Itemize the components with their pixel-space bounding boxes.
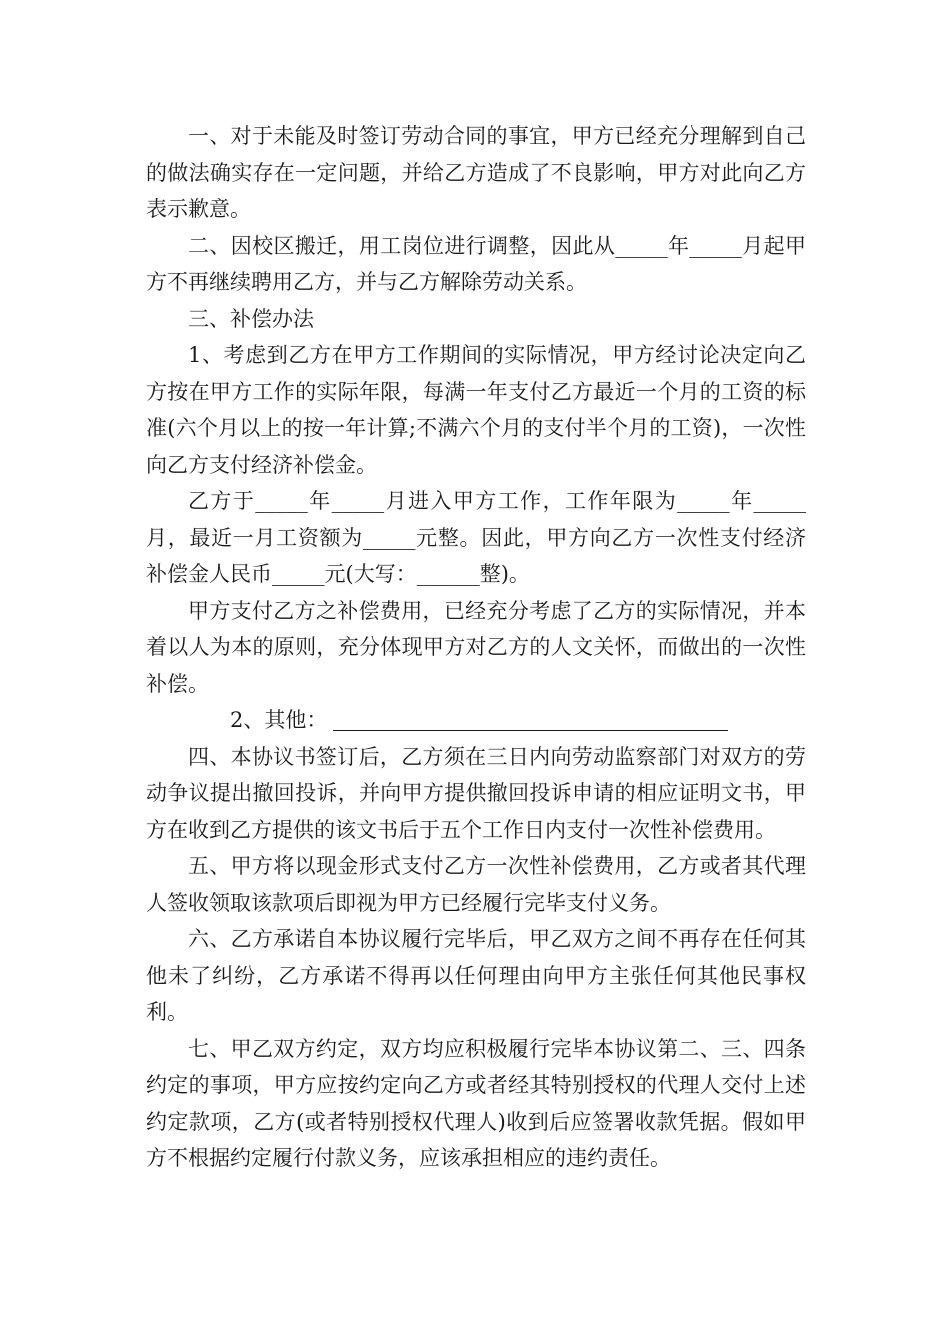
clause-compensation-amount: 乙方于_____年_____月进入甲方工作，工作年限为_____年_____月，最近一月工资额为_____元整。因此，甲方向乙方一次性支付经济补偿金人民币_____元(大写：______整)。 <box>146 489 806 586</box>
clause-payment-method: 五、甲方将以现金形式支付乙方一次性补偿费用，乙方或者其代理人签收领取该款项后即视为甲方已经履行完毕支付义务。 <box>146 854 806 915</box>
clause-no-further-claims: 六、乙方承诺自本协议履行完毕后，甲乙双方之间不再存在任何其他未了纠纷，乙方承诺不得再以任何理由向甲方主张任何其他民事权利。 <box>146 927 806 1024</box>
clause-apology: 一、对于未能及时签订劳动合同的事宜，甲方已经充分理解到自己的做法确实存在一定问题，并给乙方造成了不良影响，甲方对此向乙方表示歉意。 <box>146 124 806 221</box>
other-blank-line <box>333 708 728 731</box>
clause-withdraw-complaint: 四、本协议书签订后，乙方须在三日内向劳动监察部门对双方的劳动争议提出撤回投诉，并向甲方提供撤回投诉申请的相应证明文书，甲方在收到乙方提供的该文书后于五个工作日内支付一次性补偿费用。 <box>146 744 806 842</box>
clause-compensation-standard: 1、考虑到乙方在甲方工作期间的实际情况，甲方经讨论决定向乙方按在甲方工作的实际年限，每满一年支付乙方最近一个月的工资的标准(六个月以上的按一年计算;不满六个月的支付半个月的工资)，一次性向乙方支付经济补偿金。 <box>146 343 806 477</box>
clause-obligations: 七、甲乙双方约定，双方均应积极履行完毕本协议第二、三、四条约定的事项，甲方应按约定向乙方或者经其特别授权的代理人交付上述约定款项，乙方(或者特别授权代理人)收到后应签署收款凭据。假如甲方不根据约定履行付款义务，应该承担相应的违约责任。 <box>146 1036 806 1170</box>
document-body <box>146 118 806 1177</box>
clause-compensation-note: 甲方支付乙方之补偿费用，已经充分考虑了乙方的实际情况，并本着以人为本的原则，充分体现甲方对乙方的人文关怀，而做出的一次性补偿。 <box>146 598 806 696</box>
clause-other <box>146 702 806 739</box>
other-label: 2、其他： <box>230 708 328 732</box>
clause-termination: 二、因校区搬迁，用工岗位进行调整，因此从_____年_____月起甲方不再继续聘用乙方，并与乙方解除劳动关系。 <box>146 233 806 294</box>
clause-compensation-heading: 三、补偿办法 <box>188 306 314 331</box>
